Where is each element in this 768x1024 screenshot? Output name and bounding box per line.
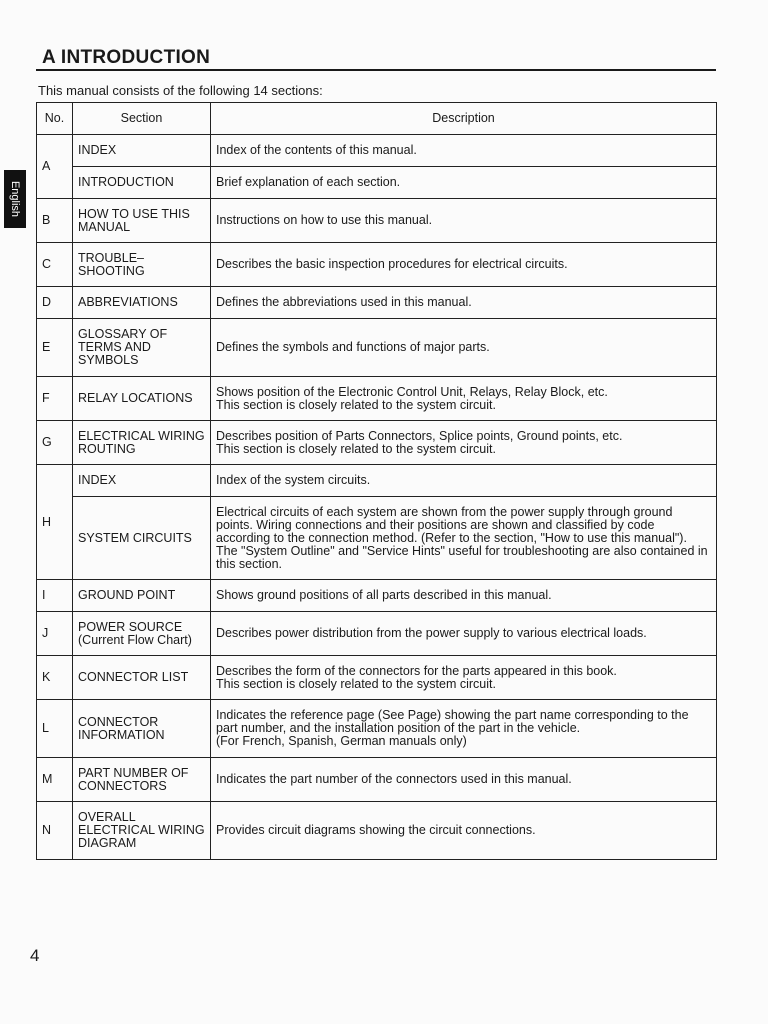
- page-title: A INTRODUCTION: [42, 47, 211, 68]
- row-section: CONNECTOR LIST: [73, 656, 211, 700]
- table-row: [37, 700, 717, 758]
- row-no: C: [37, 243, 73, 287]
- row-description: Index of the contents of this manual.: [211, 135, 717, 167]
- row-description: Indicates the part number of the connectors used in this manual.: [211, 758, 717, 802]
- row-section: PART NUMBER OF CONNECTORS: [73, 758, 211, 802]
- header-section: Section: [73, 103, 211, 135]
- row-description: Describes power distribution from the power supply to various electrical loads.: [211, 612, 717, 656]
- row-section: CONNECTOR INFORMATION: [73, 700, 211, 758]
- row-section: ELECTRICAL WIRING ROUTING: [73, 421, 211, 465]
- table-row: [37, 421, 717, 465]
- row-section: POWER SOURCE (Current Flow Chart): [73, 612, 211, 656]
- language-tab-label: English: [9, 180, 22, 218]
- table-header-row: [37, 103, 717, 135]
- row-no: L: [37, 700, 73, 758]
- row-description: Describes position of Parts Connectors, Splice points, Ground points, etc. This section is closely related to the system circuit.: [211, 421, 717, 465]
- table-row: [37, 167, 717, 199]
- table-row: [37, 319, 717, 377]
- table-row: [37, 135, 717, 167]
- table-row: [37, 497, 717, 580]
- page-number: 4: [30, 946, 40, 965]
- row-section: TROUBLE– SHOOTING: [73, 243, 211, 287]
- row-description: Provides circuit diagrams showing the circuit connections.: [211, 802, 717, 860]
- table-row: [37, 612, 717, 656]
- title-rule: [36, 69, 716, 71]
- row-description: Shows ground positions of all parts described in this manual.: [211, 580, 717, 612]
- table-row: [37, 377, 717, 421]
- row-description: Describes the form of the connectors for the parts appeared in this book. This section is closely related to the system circuit.: [211, 656, 717, 700]
- row-section: INTRODUCTION: [73, 167, 211, 199]
- table-row: [37, 199, 717, 243]
- row-description: Index of the system circuits.: [211, 465, 717, 497]
- row-description: Instructions on how to use this manual.: [211, 199, 717, 243]
- row-no: N: [37, 802, 73, 860]
- row-section: INDEX: [73, 465, 211, 497]
- row-section: SYSTEM CIRCUITS: [73, 497, 211, 580]
- row-description: Electrical circuits of each system are shown from the power supply through ground points. Wiring connections and their positions are shown and classified by code according to the connection method. (Refer to the section, "How to use this manual"). The "System Outline" and "Service Hints" useful for troubleshooting are also contained in this section.: [211, 497, 717, 580]
- table-row: [37, 758, 717, 802]
- row-no: J: [37, 612, 73, 656]
- header-no: No.: [37, 103, 73, 135]
- table-row: [37, 580, 717, 612]
- row-section: INDEX: [73, 135, 211, 167]
- row-description: Describes the basic inspection procedures for electrical circuits.: [211, 243, 717, 287]
- sections-table: [36, 102, 717, 860]
- table-row: [37, 802, 717, 860]
- row-description: Defines the symbols and functions of major parts.: [211, 319, 717, 377]
- header-description: Description: [211, 103, 717, 135]
- row-no: F: [37, 377, 73, 421]
- row-section: GROUND POINT: [73, 580, 211, 612]
- row-section: OVERALL ELECTRICAL WIRING DIAGRAM: [73, 802, 211, 860]
- table-row: [37, 287, 717, 319]
- row-no: D: [37, 287, 73, 319]
- row-description: Brief explanation of each section.: [211, 167, 717, 199]
- row-no: M: [37, 758, 73, 802]
- row-section: RELAY LOCATIONS: [73, 377, 211, 421]
- row-no: I: [37, 580, 73, 612]
- row-no: B: [37, 199, 73, 243]
- row-no: H: [37, 465, 73, 580]
- row-no: E: [37, 319, 73, 377]
- table-row: [37, 465, 717, 497]
- row-description: Shows position of the Electronic Control Unit, Relays, Relay Block, etc. This section is closely related to the system circuit.: [211, 377, 717, 421]
- language-tab: [4, 170, 26, 228]
- row-description: Defines the abbreviations used in this manual.: [211, 287, 717, 319]
- row-section: ABBREVIATIONS: [73, 287, 211, 319]
- table-row: [37, 243, 717, 287]
- row-no: A: [37, 135, 73, 199]
- row-section: GLOSSARY OF TERMS AND SYMBOLS: [73, 319, 211, 377]
- row-no: K: [37, 656, 73, 700]
- row-description: Indicates the reference page (See Page) showing the part name corresponding to the part number, and the installation position of the part in the vehicle. (For French, Spanish, German manuals only): [211, 700, 717, 758]
- row-section: HOW TO USE THIS MANUAL: [73, 199, 211, 243]
- row-no: G: [37, 421, 73, 465]
- intro-text: This manual consists of the following 14 sections:: [38, 83, 323, 98]
- table-row: [37, 656, 717, 700]
